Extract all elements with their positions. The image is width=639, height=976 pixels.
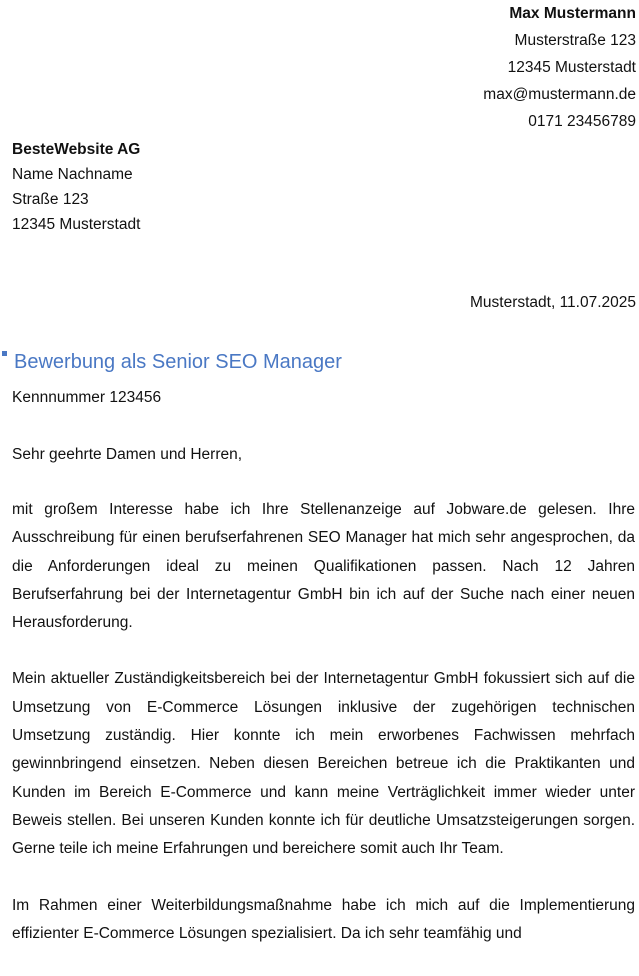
body-paragraph: Im Rahmen einer Weiterbildungsmaßnahme habe ich mich auf die Implementierung effizienter E-Commerce Lösungen spezialisiert. Da ich sehr teamfähig und bbox=[12, 896, 635, 942]
recipient-address-block bbox=[12, 137, 140, 237]
sender-street: Musterstraße 123 bbox=[514, 32, 636, 49]
letter-subject: Bewerbung als Senior SEO Manager bbox=[14, 351, 342, 373]
reference-number: Kennnummer 123456 bbox=[12, 389, 162, 406]
recipient-contact: Name Nachname bbox=[12, 166, 133, 183]
sender-phone: 0171 23456789 bbox=[528, 113, 636, 130]
salutation: Sehr geehrte Damen und Herren, bbox=[12, 446, 243, 463]
body-paragraph: mit großem Interesse habe ich Ihre Stellenanzeige auf Jobware.de gelesen. Ihre Ausschreibung für einen berufserfahrenen SEO Manager hat mich sehr angesprochen, da die Anforderungen ideal zu meinen Qualifikationen passen. Nach 12 Jahren Berufserfahrung bei der Internetagentur GmbH bin ich auf der Suche nach einer neuen Herausforderung. bbox=[12, 501, 635, 632]
heading-marker-icon bbox=[2, 351, 7, 356]
recipient-street: Straße 123 bbox=[12, 191, 89, 208]
recipient-company: BesteWebsite AG bbox=[12, 141, 141, 158]
letter-date: Musterstadt, 11.07.2025 bbox=[469, 294, 636, 311]
sender-email: max@mustermann.de bbox=[483, 86, 636, 103]
sender-name: Max Mustermann bbox=[509, 5, 636, 22]
body-paragraph: Mein aktueller Zuständigkeitsbereich bei der Internetagentur GmbH fokussiert sich auf die Umsetzung von E-Commerce Lösungen inklusive der zugehörigen technischen Umsetzung zuständig. Hier konnte ich mein erworbenes Fachwissen mehrfach gewinnbringend einsetzen. Neben diesen Bereichen betreue ich die Praktikanten und Kunden im Bereich E-Commerce und kann meine Verträglichkeit immer wieder unter Beweis stellen. Bei unseren Kunden konnte ich für deutliche Umsatzsteigerungen sorgen. Gerne teile ich meine Erfahrungen und bereichere somit auch Ihr Team. bbox=[12, 670, 635, 858]
sender-address-block bbox=[483, 0, 636, 135]
recipient-city: 12345 Musterstadt bbox=[12, 216, 141, 233]
letter-body bbox=[12, 496, 635, 976]
sender-city: 12345 Musterstadt bbox=[507, 59, 636, 76]
